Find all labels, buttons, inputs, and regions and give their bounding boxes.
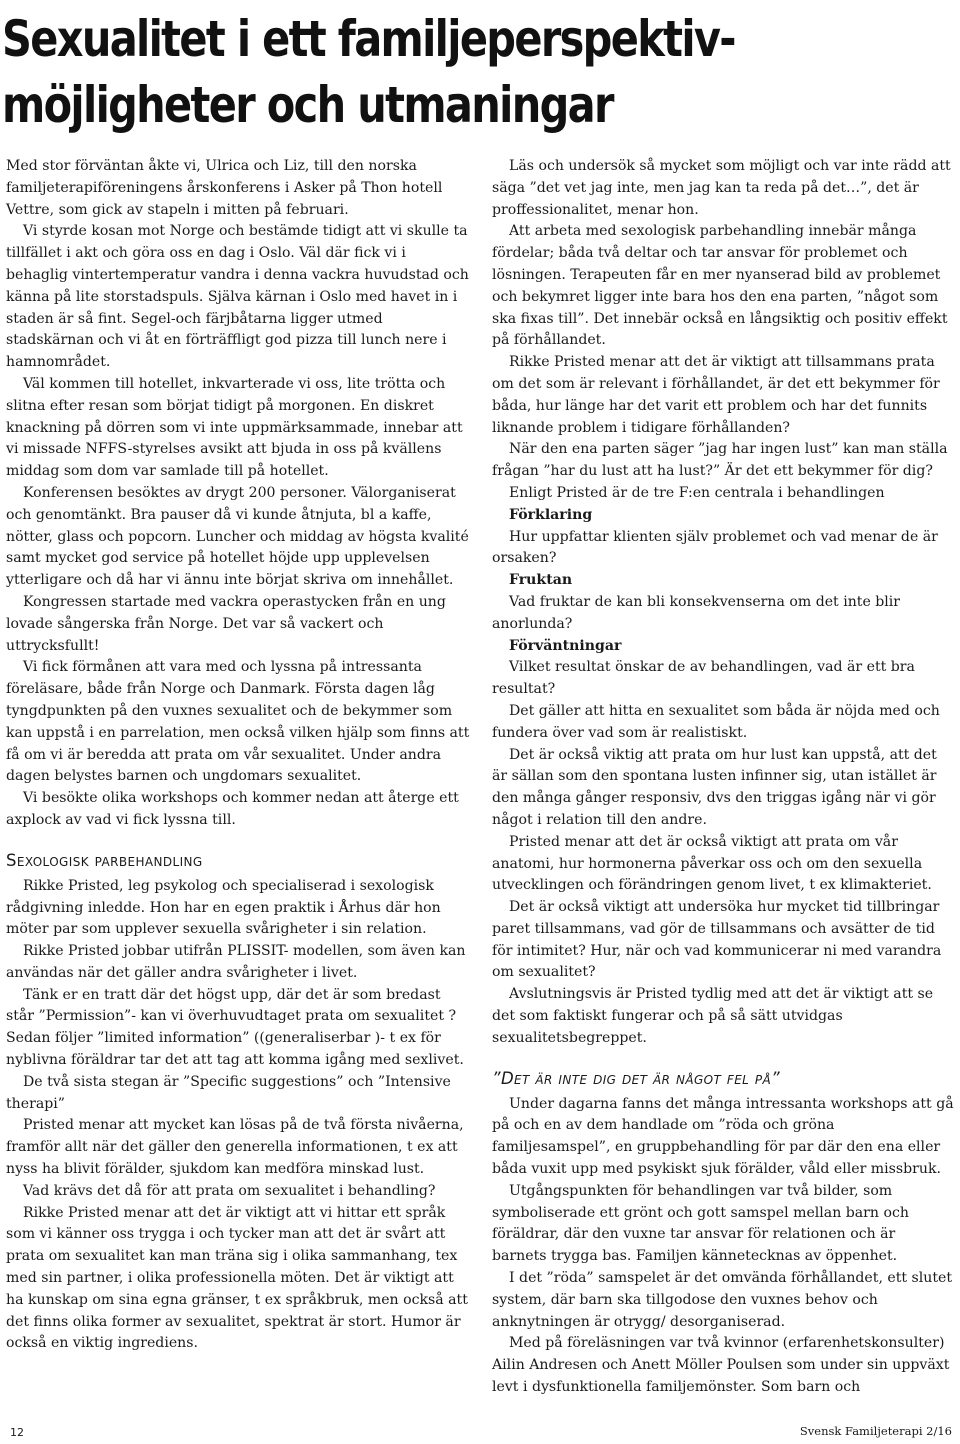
subheading-fruktan: Fruktan [509,572,573,589]
paragraph: Vilket resultat önskar de av behandlingen, vad är ett bra resultat? [492,659,915,698]
section-heading: ”Det är inte dig det är något fel på” [492,1068,781,1088]
paragraph: Pristed menar att det är också viktigt att prata om vår anatomi, hur hormonerna påverkar oss och om den sexuella utvecklingen och förändringen genom livet, t ex klimakteriet. [492,833,932,894]
paragraph: Rikke Pristed menar att det är viktigt att vi hittar ett språk som vi känner oss trygga i och tycker man att det är svårt att prata om sexualitet kan man träna sig i olika sammanhang, tex med sin partner, i olika professionella möten. Det är viktigt att ha kunskap om sina egna gränser, t ex språkbruk, men också att det finns olika former av sexualitet, spektrat är stort. Humor är också en viktig ingrediens. [6,1204,468,1352]
paragraph: Utgångspunkten för behandlingen var två bilder, som symboliserade ett grönt och gott samspel mellan barn och föräldrar, där den vuxne tar ansvar för relationen och är barnets trygga bas. Familjen kännetecknas av öppenhet. [492,1182,909,1265]
page-number: 12 [10,1426,24,1439]
paragraph: Konferensen besöktes av drygt 200 personer. Välorganiserat och genomtänkt. Bra pauser då vi kunde åtnjuta, bl a kaffe, nötter, glass och popcorn. Luncher och middag av högsta kvalité samt mycket god service på hotellet höjde upp upplevelsen ytterligare och då har vi ännu inte börjat skriva om innehållet. [6,484,469,589]
paragraph: Vad krävs det då för att prata om sexualitet i behandling? [23,1182,436,1199]
paragraph: Rikke Pristed, leg psykolog och specialiserad i sexologisk rådgivning inledde. Hon har en egen praktik i Århus där hon möter par som upplever sexuella svårigheter i sin relation. [6,877,441,938]
paragraph: Under dagarna fanns det många intressanta workshops att gå på och en av dem handlade om ”röda och gröna familjesamspel”, en gruppbehandling för par där den ena eller båda vuxit upp med psykiskt sjuk förälder, våld eller missbruk. [492,1095,954,1178]
paragraph: När den ena parten säger ”jag har ingen lust” kan man ställa frågan ”har du lust att ha lust?” Är det ett bekymmer för dig? [492,441,948,480]
paragraph: Tänk er en tratt där det högst upp, där det är som bredast står ”Permission”- kan vi överhuvudtaget prata om sexualitet ? Sedan följer ”limited information” ((generaliserbar )- t ex för nyblivna föräldrar tar det att tag att komma igång med sexlivet. [6,986,464,1069]
paragraph: Kongressen startade med vackra operastycken från en ung lovade sångerska från Norge. Det var så vackert och uttrycksfullt! [6,593,446,654]
paragraph: Det är också viktigt att undersöka hur mycket tid tillbringar paret tillsammans, vad gör de tillsammans och avsätter de tid för intimitet? Hur, när och vad kommunicerar ni med varandra om sexualitet? [492,899,942,981]
paragraph: De två sista stegan är ”Specific suggestions” och ”Intensive therapi” [6,1073,451,1112]
paragraph: Vad fruktar de kan bli konsekvenserna om det inte blir anorlunda? [492,593,901,632]
paragraph: Det är också viktig att prata om hur lust kan uppstå, att det är sällan som den spontana lusten infinner sig, utan istället är den många gånger responsiv, dvs den triggas igång när vi gör något i relation till den andre. [492,746,937,828]
paragraph: Med på föreläsningen var två kvinnor (erfarenhetskonsulter) Ailin Andresen och Anett Möller Poulsen som under sin uppväxt levt i dysfunktionella familjemönster. Som barn och [492,1335,950,1396]
paragraph: Läs och undersök så mycket som möjligt och var inte rädd att säga ”det vet jag inte, men jag kan ta reda på det…”, det är proffessionalitet, menar hon. [492,158,951,218]
paragraph: Att arbeta med sexologisk parbehandling innebär många fördelar; båda två deltar och tar ansvar för problemet och lösningen. Terapeuten får en mer nyanserad bild av problemet och bekymret ligger inte bara hos den ena parten, ”något som ska fixas till”. Det innebär också en långsiktig och positiv effekt på förhållandet. [492,223,948,349]
paragraph: Väl kommen till hotellet, inkvarterade vi oss, lite trötta och slitna efter resan som börjat tidigt på morgonen. En diskret knackning på dörren som vi inte uppmärksammade, innebar att vi missade NFFS-styrelses avsikt att bjuda in oss på kvällens middag som dom var samlade till på hotellet. [6,375,463,480]
paragraph: Vi besökte olika workshops och kommer nedan att återge ett axplock av vad vi fick lyssna till. [6,790,459,828]
paragraph: Vi fick förmånen att vara med och lyssna på intressanta föreläsare, både från Norge och Danmark. Första dagen låg tyngdpunkten på den vuxnes sexualitet och de bekymmer som kan uppstå i en parrelation, men också vilken hjälp som finns att få om vi är beredda att prata om vår sexualitet. Under andra dagen belystes barnen och ungdomars sexualitet. [6,659,470,785]
paragraph: Med stor förväntan åkte vi, Ulrica och Liz, till den norska familjeterapiföreningens årskonferens i Asker på Thon hotell Vettre, som gick av stapeln i mitten på februari. [6,158,443,218]
section-heading: Sexologisk parbehandling [6,850,203,870]
title-line-1: Sexualitet i ett familjeperspektiv- [2,10,735,68]
paragraph: Vi styrde kosan mot Norge och bestämde tidigt att vi skulle ta tillfället i akt och göra oss en dag i Oslo. Väl där fick vi i behaglig vintertemperatur vandra i denna vackra huvudstad och känna på lite storstadspuls. Själva kärnan i Oslo med havet in i staden är så fint. Segel-och färjbåtarna ligger utmed stadskärnan och vi åt en förträffligt god pizza till lunch nere i hamnområdet. [6,223,469,371]
paragraph: Avslutningsvis är Pristed tydlig med att det är viktigt att se det som faktiskt fungerar och på så sätt utvidgas sexualitetsbegreppet. [492,986,934,1046]
subheading-forvantningar: Förväntningar [509,637,622,654]
paragraph: Det gäller att hitta en sexualitet som båda är nöjda med och fundera över vad som är realistiskt. [492,702,940,741]
right-column [492,156,954,1399]
paragraph: Pristed menar att mycket kan lösas på de två första nivåerna, framför allt när det gäller den generella informationen, t ex att nyss ha blivit förälder, sjukdom kan medföra minskad lust. [6,1117,464,1178]
paragraph: Rikke Pristed jobbar utifrån PLISSIT- modellen, som även kan användas när det gäller andra svårigheter i livet. [6,943,466,981]
paragraph: Rikke Pristed menar att det är viktigt att tillsammans prata om det som är relevant i förhållandet, är det ett bekymmer för båda, hur länge har det varit ett problem och har det funnits liknande problem i tidigare förhållanden? [492,354,940,436]
magazine-footer: Svensk Familjeterapi 2/16 [799,1424,952,1438]
title-line-2: möjligheter och utmaningar [2,76,613,134]
subheading-forklaring: Förklaring [509,506,593,523]
article-title [2,6,795,138]
left-column [6,156,472,1355]
paragraph: Enligt Pristed är de tre F:en centrala i behandlingen [509,484,885,501]
paragraph: I det ”röda” samspelet är det omvända förhållandet, ett slutet system, där barn ska tillgodose den vuxnes behov och anknytningen är otrygg/ desorganiserad. [492,1270,953,1330]
paragraph: Hur uppfattar klienten själv problemet och vad menar de är orsaken? [492,528,938,567]
